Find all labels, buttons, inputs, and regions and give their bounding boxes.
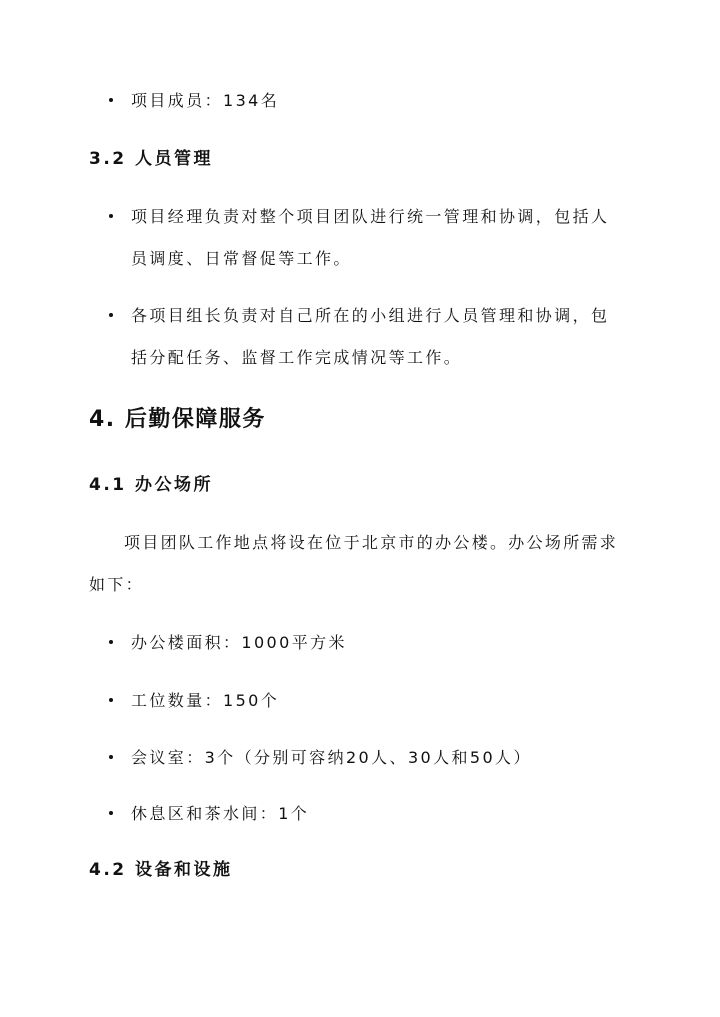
office-intro-line2: 如下： (89, 575, 144, 594)
section-heading-4-2: 4.2 设备和设施 (89, 860, 233, 880)
section-heading-3-2: 3.2 人员管理 (89, 149, 214, 169)
office-intro-line1: 项目团队工作地点将设在位于北京市的办公楼。办公场所需求 (124, 533, 619, 552)
list-item-members: 项目成员：134名 (131, 91, 280, 110)
list-item-lead-duty-line1: 各项目组长负责对自己所在的小组进行人员管理和协调，包 (131, 306, 610, 325)
list-item-lead-duty-line2: 括分配任务、监督工作完成情况等工作。 (131, 348, 463, 367)
list-item-meeting-rooms: 会议室：3个（分别可容纳20人、30人和50人） (131, 748, 532, 767)
bullet-dot (109, 755, 113, 759)
bullet-dot (109, 214, 113, 218)
list-item-workstations: 工位数量：150个 (131, 691, 280, 710)
bullet-dot (109, 98, 113, 102)
bullet-dot (109, 313, 113, 317)
list-item-pm-duty-line2: 员调度、日常督促等工作。 (131, 249, 352, 268)
section-heading-4-1: 4.1 办公场所 (89, 475, 214, 495)
list-item-pm-duty-line1: 项目经理负责对整个项目团队进行统一管理和协调，包括人 (131, 207, 610, 226)
bullet-dot (109, 811, 113, 815)
list-item-lounge: 休息区和茶水间：1个 (131, 804, 310, 823)
section-heading-4: 4. 后勤保障服务 (89, 407, 266, 432)
bullet-dot (109, 640, 113, 644)
bullet-dot (109, 698, 113, 702)
list-item-office-area: 办公楼面积：1000平方米 (131, 633, 347, 652)
